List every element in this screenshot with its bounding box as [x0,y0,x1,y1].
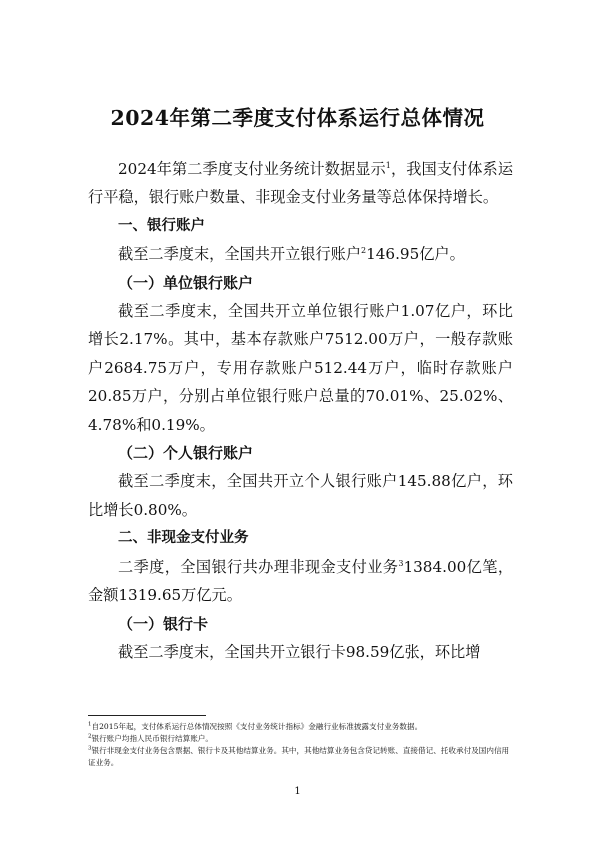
footnote-1 [88,721,513,733]
bank-accounts-text: 截至二季度末，全国共开立银行账户 [118,245,361,264]
footnote-ref-1[interactable]: 1 [385,160,391,170]
noncash-payments-text-rest: 1384.00亿笔，金额1319.65万亿元。 [88,557,514,605]
footnote-text: 自2015年起，支付体系运行总体情况按照《支付业务统计指标》金融行业标准披露支付业务数据。 [91,722,423,731]
personal-accounts-paragraph: 截至二季度末，全国共开立个人银行账户145.88亿户，环比增长0.80%。 [88,472,513,519]
footnote-2 [88,733,513,745]
footnote-number: 2 [88,733,92,740]
subsection-heading-unit-accounts: （一）单位银行账户 [118,273,254,292]
footnote-ref-3[interactable]: 3 [398,558,404,568]
bank-accounts-paragraph [88,240,513,268]
footnote-ref-2[interactable]: 2 [361,246,367,256]
bank-accounts-text-rest: 146.95亿户。 [366,245,465,264]
intro-text-rest: ，我国支付体系运行平稳，银行账户数量、非现金支付业务量等总体保持增长。 [88,160,514,207]
footnote-3 [88,745,513,769]
subsection-heading-personal-accounts: （二）个人银行账户 [118,444,254,463]
document-body [88,155,513,666]
footnote-number: 1 [88,721,92,728]
footnote-text: 银行非现金支付业务包含票据、银行卡及其他结算业务。其中，其他结算业务包含贷记转账、直接借记、托收承付及国内信用证业务。 [88,746,510,767]
footnote-separator [88,715,206,716]
footnote-text: 银行账户均指人民币银行结算账户。 [91,734,213,743]
document-title: 2024年第二季度支付体系运行总体情况 [110,106,485,130]
section-heading-bank-accounts: 一、银行账户 [118,217,205,234]
intro-text: 2024年第二季度支付业务统计数据显示 [118,160,386,178]
noncash-payments-paragraph [88,553,513,610]
bank-cards-paragraph: 截至二季度末，全国共开立银行卡98.59亿张，环比增 [118,642,481,661]
subsection-heading-bank-cards: （一）银行卡 [118,614,209,633]
footnote-number: 3 [88,745,92,752]
intro-paragraph [88,155,513,212]
unit-accounts-paragraph: 截至二季度末，全国共开立单位银行账户1.07亿户，环比增长2.17%。其中，基本存款账户7512.00万户，一般存款账户2684.75万户，专用存款账户512.44万户，临时存款账户20.85万户，分别占单位银行账户总量的70.01%、25.02%、4.78%和0.19%。 [88,302,513,434]
noncash-payments-text: 二季度，全国银行共办理非现金支付业务 [118,557,399,576]
footnotes [88,721,513,769]
page-number: 1 [294,786,301,797]
section-heading-noncash-payments: 二、非现金支付业务 [118,530,249,547]
